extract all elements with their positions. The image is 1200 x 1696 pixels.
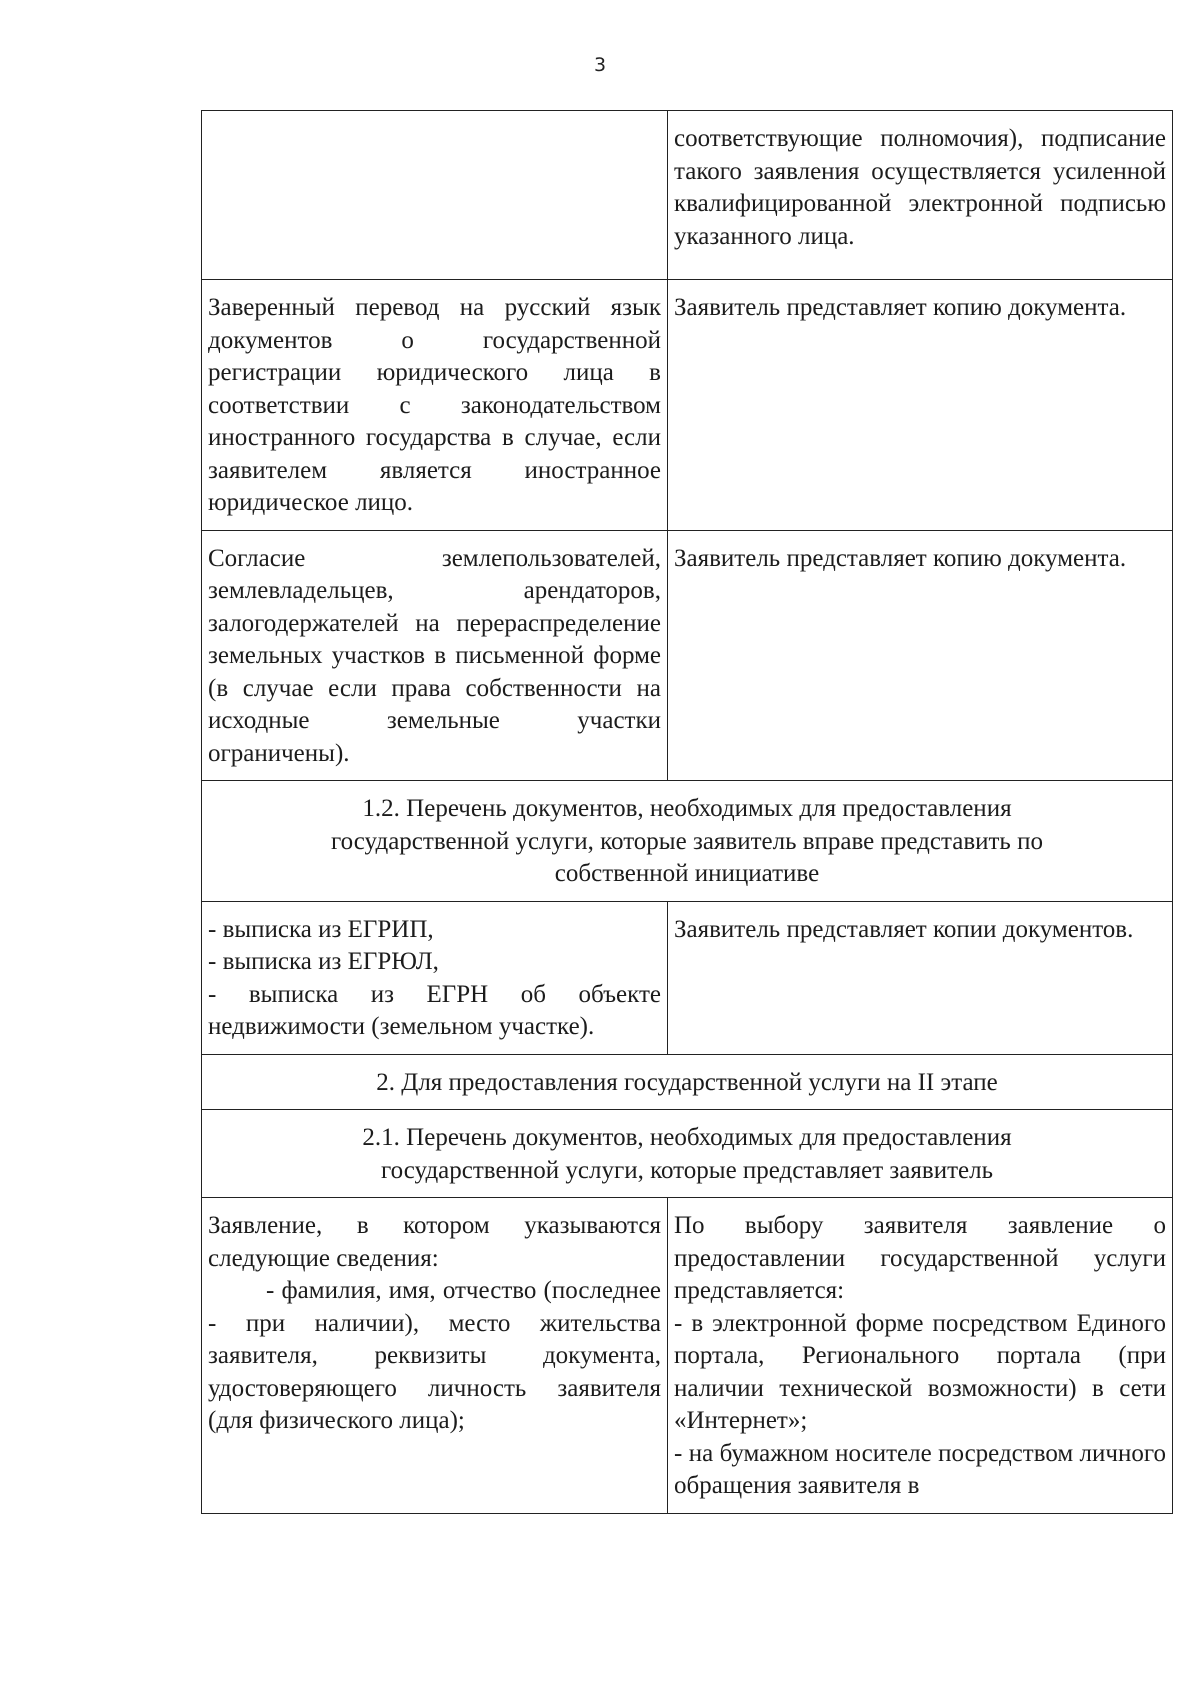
table-cell-right: Заявитель представляет копию документа.: [668, 280, 1173, 531]
section-heading-line: 2. Для предоставления государственной услуги на II этапе: [376, 1068, 998, 1096]
table-cell-right: соответствующие полномочия), подписание такого заявления осуществляется усиленной квалифицированной электронной подписью указанного лица.: [668, 111, 1173, 280]
section-heading-line: государственной услуги, которые заявитель вправе представить по: [331, 827, 1043, 855]
list-item: - выписка из ЕГРИП,: [208, 915, 434, 943]
page-number: 3: [593, 54, 607, 76]
section-heading: [202, 781, 1173, 902]
table-cell-right: [668, 1198, 1173, 1514]
table-row: [202, 1198, 1173, 1514]
table-row: [202, 901, 1173, 1054]
list-item: - выписка из ЕГРЮЛ,: [208, 948, 439, 975]
table-cell-left: [202, 111, 668, 280]
table-row: [202, 1110, 1173, 1198]
table-row: [202, 1054, 1173, 1110]
table-row: [202, 280, 1173, 531]
list-item: - выписка из ЕГРН об объекте недвижимости (земельном участке).: [208, 980, 661, 1040]
paragraph: По выбору заявителя заявление о предоставлении государственной услуги представляется:: [674, 1212, 1166, 1304]
section-heading: [202, 1110, 1173, 1198]
table-cell-left: Заверенный перевод на русский язык документов о государственной регистрации юридического лица в соответствии с законодательством иностранного государства в случае, если заявителем является иностранное юридическое лицо.: [202, 280, 668, 531]
section-heading-line: 2.1. Перечень документов, необходимых для предоставления: [362, 1124, 1012, 1151]
section-heading-line: 1.2. Перечень документов, необходимых для предоставления: [362, 795, 1012, 822]
table-cell-right: Заявитель представляет копию документа.: [668, 530, 1173, 781]
documents-table: [201, 110, 1173, 1514]
section-heading: [202, 1054, 1173, 1110]
table-row: [202, 530, 1173, 781]
table-row: [202, 781, 1173, 902]
section-heading-line: государственной услуги, которые представляет заявитель: [381, 1156, 993, 1184]
paragraph: Заявление, в котором указываются следующие сведения:: [208, 1212, 661, 1272]
section-heading-line: собственной инициативе: [554, 860, 820, 887]
table-cell-right: Заявитель представляет копии документов.: [668, 901, 1173, 1054]
paragraph: - в электронной форме посредством Единого портала, Регионального портала (при наличии технической возможности) в сети «Интернет»;: [674, 1309, 1166, 1434]
paragraph: - фамилия, имя, отчество (последнее - при наличии), место жительства заявителя, реквизиты документа, удостоверяющего личность заявителя (для физического лица);: [208, 1277, 661, 1434]
table-cell-left: Согласие землепользователей, землевладельцев, арендаторов, залогодержателей на перераспределение земельных участков в письменной форме (в случае если права собственности на исходные земельные участки ограничены).: [202, 530, 668, 781]
table-row: [202, 111, 1173, 280]
table-cell-left: [202, 1198, 668, 1514]
paragraph: - на бумажном носителе посредством личного обращения заявителя в: [674, 1439, 1166, 1499]
table-cell-left: [202, 901, 668, 1054]
